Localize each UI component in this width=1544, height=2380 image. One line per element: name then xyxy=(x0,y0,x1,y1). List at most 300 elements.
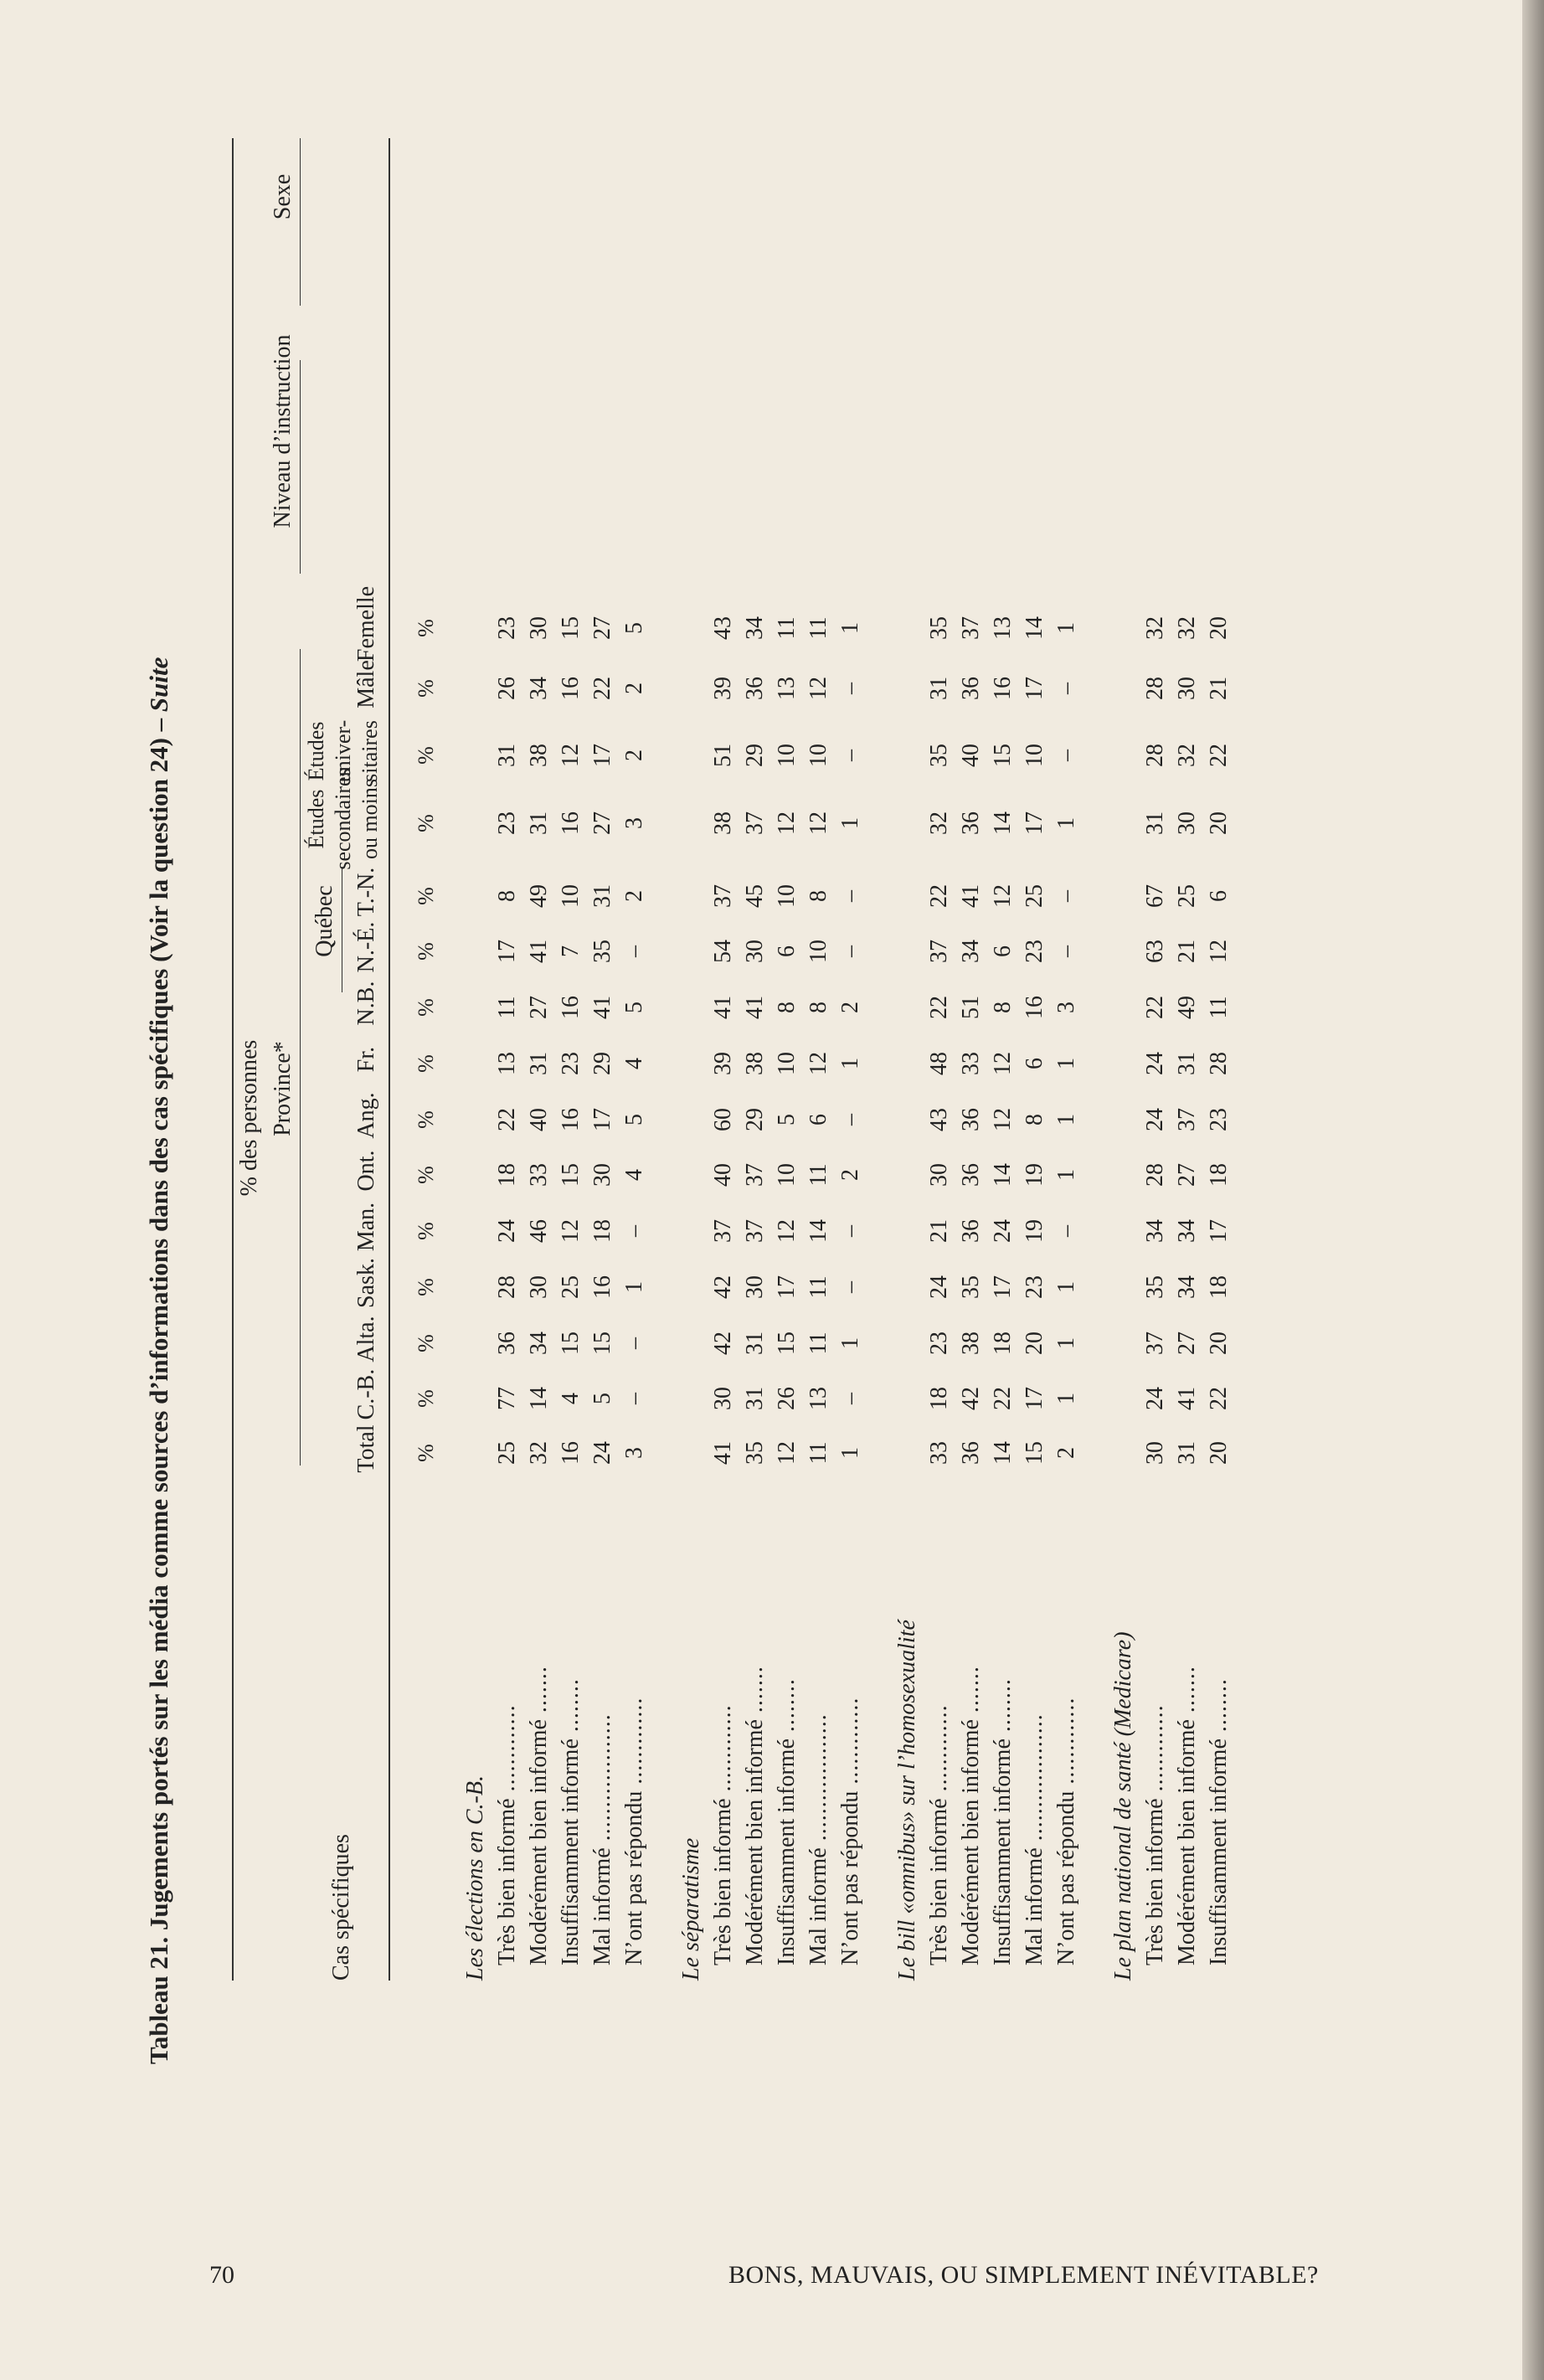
column-header: C.-B. xyxy=(353,1368,379,1420)
table-cell: 33 xyxy=(526,1163,552,1187)
table-cell: 35 xyxy=(1142,1275,1168,1299)
table-cell: 29 xyxy=(589,1052,615,1075)
table-cell: 2 xyxy=(621,683,647,694)
table-cell: 15 xyxy=(589,1332,615,1355)
table-cell: 1 xyxy=(1053,1114,1079,1126)
table-cell: 32 xyxy=(1142,616,1168,640)
column-header: Femelle xyxy=(353,585,379,662)
row-label-text: Mal informé xyxy=(805,1847,831,1965)
table-cell: – xyxy=(621,1393,647,1404)
table-cell: 5 xyxy=(621,622,647,634)
table-cell: 18 xyxy=(926,1387,952,1410)
table-cell: 11 xyxy=(1206,996,1232,1019)
table-cell: 10 xyxy=(805,744,831,767)
table-cell: 2 xyxy=(621,890,647,902)
row-label: N’ont pas répondu ............. xyxy=(621,1697,647,1965)
table-cell: 41 xyxy=(742,996,768,1019)
table-cell: 43 xyxy=(710,616,736,640)
table-cell: 24 xyxy=(1142,1387,1168,1410)
table-cell: 23 xyxy=(926,1332,952,1355)
row-label-text: N’ont pas répondu xyxy=(621,1790,647,1965)
table-cell: – xyxy=(1053,890,1079,902)
table-cell: 36 xyxy=(958,1219,984,1243)
province-rule xyxy=(300,649,301,1466)
table-cell: 12 xyxy=(805,811,831,835)
table-cell: 15 xyxy=(558,616,584,640)
table-cell: 34 xyxy=(742,616,768,640)
table-cell: 23 xyxy=(1206,1108,1232,1131)
table-cell: 4 xyxy=(558,1393,584,1404)
table-cell: 43 xyxy=(926,1108,952,1131)
table-cell: 7 xyxy=(558,945,584,957)
table-cell: 10 xyxy=(805,940,831,963)
page-number: 70 xyxy=(209,2261,234,2289)
table-cell: 10 xyxy=(1022,744,1047,767)
table-cell: 35 xyxy=(926,744,952,767)
header-bottom-rule xyxy=(389,138,390,1981)
table-cell: 38 xyxy=(710,811,736,835)
row-label-text: Modérément bien informé xyxy=(1174,1719,1200,1965)
table-cell: 45 xyxy=(742,884,768,908)
column-header: Ont. xyxy=(353,1150,379,1192)
table-cell: 27 xyxy=(1174,1332,1200,1355)
table-cell: 24 xyxy=(1142,1052,1168,1075)
table-cell: 1 xyxy=(1053,1281,1079,1293)
table-cell: 37 xyxy=(710,1219,736,1243)
table-cell: 11 xyxy=(494,996,520,1019)
table-cell: 30 xyxy=(926,1163,952,1187)
table-cell: 37 xyxy=(926,940,952,963)
column-header: Fr. xyxy=(353,1046,379,1073)
table-cell: 23 xyxy=(558,1052,584,1075)
table-cell: 17 xyxy=(1022,1387,1047,1410)
table-cell: 18 xyxy=(1206,1275,1232,1299)
table-cell: 11 xyxy=(774,616,800,640)
table-cell: 30 xyxy=(526,1275,552,1299)
table-cell: 14 xyxy=(526,1387,552,1410)
table-cell: 31 xyxy=(526,1052,552,1075)
table-cell: 32 xyxy=(526,1441,552,1465)
table-cell: 17 xyxy=(589,744,615,767)
percent-symbol: % xyxy=(414,1278,438,1296)
table-cell: 6 xyxy=(1206,890,1232,902)
percent-symbol: % xyxy=(414,887,438,905)
row-label-text: Insuffisamment informé xyxy=(990,1739,1016,1965)
table-cell: 20 xyxy=(1022,1332,1047,1355)
section-title: Les élections en C.-B. xyxy=(462,1775,488,1981)
table-cell: 41 xyxy=(710,1441,736,1465)
table-cell: 19 xyxy=(1022,1219,1047,1243)
table-cell: 30 xyxy=(526,616,552,640)
table-cell: 20 xyxy=(1206,1441,1232,1465)
row-label: Insuffisamment informé ........ xyxy=(990,1678,1016,1965)
table-cell: 51 xyxy=(958,996,984,1019)
table-cell: 38 xyxy=(742,1052,768,1075)
table-cell: 48 xyxy=(926,1052,952,1075)
table-cell: 54 xyxy=(710,940,736,963)
table-cell: 1 xyxy=(837,622,863,634)
percent-symbol: % xyxy=(414,1054,438,1073)
table-cell: 25 xyxy=(1022,884,1047,908)
table-cell: 36 xyxy=(958,1108,984,1131)
col-group-quebec: Québec xyxy=(311,885,337,957)
table-cell: 22 xyxy=(1206,1387,1232,1410)
table-cell: 27 xyxy=(589,616,615,640)
percent-symbol: % xyxy=(414,814,438,832)
table-cell: 37 xyxy=(1142,1332,1168,1355)
table-cell: 15 xyxy=(1022,1441,1047,1465)
table-cell: 17 xyxy=(1206,1219,1232,1243)
table-cell: 12 xyxy=(990,884,1016,908)
table-cell: 12 xyxy=(558,744,584,767)
table-cell: 37 xyxy=(958,616,984,640)
table-cell: 31 xyxy=(926,677,952,700)
table-cell: 1 xyxy=(1053,1393,1079,1404)
table-cell: 17 xyxy=(990,1275,1016,1299)
table-cell: – xyxy=(837,1225,863,1237)
table-cell: 12 xyxy=(558,1219,584,1243)
table-cell: 30 xyxy=(589,1163,615,1187)
table-cell: 36 xyxy=(494,1332,520,1355)
table-cell: 31 xyxy=(1174,1052,1200,1075)
percent-symbol: % xyxy=(414,619,438,637)
table-cell: 41 xyxy=(958,884,984,908)
table-cell: 18 xyxy=(589,1219,615,1243)
table-cell: 17 xyxy=(589,1108,615,1131)
table-cell: 11 xyxy=(805,616,831,640)
table-cell: 37 xyxy=(1174,1108,1200,1131)
table-cell: 3 xyxy=(621,1447,647,1459)
table-cell: 14 xyxy=(1022,616,1047,640)
table-cell: 16 xyxy=(990,677,1016,700)
row-label-text: Mal informé xyxy=(1022,1847,1047,1965)
table-cell: 16 xyxy=(589,1275,615,1299)
table-cell: – xyxy=(837,890,863,902)
column-header: Études univer-sitaires xyxy=(304,719,382,783)
table-cell: – xyxy=(1053,683,1079,694)
table-cell: 13 xyxy=(990,616,1016,640)
percent-symbol: % xyxy=(414,1166,438,1184)
row-label: Très bien informé ............. xyxy=(494,1704,520,1965)
column-header: Études secondaires ou moins xyxy=(304,768,382,870)
column-header: Alta. xyxy=(353,1316,379,1363)
table-cell: 20 xyxy=(1206,616,1232,640)
percent-symbol: % xyxy=(414,679,438,698)
table-cell: 17 xyxy=(774,1275,800,1299)
table-cell: 42 xyxy=(710,1332,736,1355)
table-cell: 38 xyxy=(958,1332,984,1355)
table-cell: 12 xyxy=(1206,940,1232,963)
table-cell: 35 xyxy=(742,1441,768,1465)
row-label: Mal informé ................... xyxy=(1022,1713,1047,1965)
table-cell: 38 xyxy=(526,744,552,767)
row-label: Très bien informé ............. xyxy=(1142,1704,1168,1965)
table-cell: 23 xyxy=(1022,1275,1047,1299)
table-cell: 63 xyxy=(1142,940,1168,963)
table-cell: 6 xyxy=(990,945,1016,957)
table-cell: 35 xyxy=(589,940,615,963)
table-cell: 16 xyxy=(558,1441,584,1465)
table-cell: 25 xyxy=(494,1441,520,1465)
table-cell: 24 xyxy=(926,1275,952,1299)
table-cell: 21 xyxy=(926,1219,952,1243)
table-cell: 14 xyxy=(805,1219,831,1243)
table-cell: 40 xyxy=(958,744,984,767)
table-cell: 1 xyxy=(837,1058,863,1069)
table-cell: 1 xyxy=(1053,1169,1079,1181)
table-cell: 60 xyxy=(710,1108,736,1131)
table-cell: 22 xyxy=(494,1108,520,1131)
table-cell: 13 xyxy=(805,1387,831,1410)
table-cell: 31 xyxy=(1174,1441,1200,1465)
table-cell: 11 xyxy=(805,1441,831,1465)
table-cell: 32 xyxy=(1174,616,1200,640)
table-cell: 16 xyxy=(558,811,584,835)
row-label-text: Mal informé xyxy=(589,1847,615,1965)
table-cell: 18 xyxy=(1206,1163,1232,1187)
table-cell: 8 xyxy=(990,1002,1016,1013)
table-cell: 5 xyxy=(621,1114,647,1126)
table-cell: 34 xyxy=(526,1332,552,1355)
col-group-niveau: Niveau d’instruction xyxy=(270,334,296,528)
table-cell: 31 xyxy=(526,811,552,835)
table-cell: 16 xyxy=(558,677,584,700)
table-cell: 13 xyxy=(494,1052,520,1075)
table-cell: 17 xyxy=(1022,811,1047,835)
col-group-province: Province* xyxy=(270,1041,296,1136)
table-cell: 32 xyxy=(926,811,952,835)
top-rule xyxy=(232,138,234,1981)
table-cell: 30 xyxy=(1174,811,1200,835)
table-cell: 28 xyxy=(1142,677,1168,700)
table-cell: 10 xyxy=(558,884,584,908)
table-cell: 24 xyxy=(494,1219,520,1243)
percent-symbol: % xyxy=(414,1334,438,1352)
table-cell: – xyxy=(621,945,647,957)
sexe-rule xyxy=(300,138,301,306)
table-cell: 36 xyxy=(958,811,984,835)
row-label-text: Insuffisamment informé xyxy=(774,1739,800,1965)
column-header: N.B. xyxy=(353,981,379,1026)
running-title: BONS, MAUVAIS, OU SIMPLEMENT INÉVITABLE? xyxy=(728,2261,1319,2289)
percent-symbol: % xyxy=(414,942,438,961)
section-title: Le plan national de santé (Medicare) xyxy=(1110,1631,1136,1981)
row-label-text: Modérément bien informé xyxy=(526,1719,552,1965)
table-cell: 12 xyxy=(805,1052,831,1075)
table-cell: 22 xyxy=(589,677,615,700)
table-title-text: Tableau 21. Jugements portés sur les média comme sources d’informations dans des cas spécifiques (Voir la question 24) – xyxy=(144,712,173,2064)
table-cell: 42 xyxy=(710,1275,736,1299)
table-cell: 11 xyxy=(805,1332,831,1355)
table-cell: 24 xyxy=(589,1441,615,1465)
row-label: Modérément bien informé ....... xyxy=(526,1666,552,1965)
table-cell: 15 xyxy=(990,744,1016,767)
table-cell: 5 xyxy=(621,1002,647,1013)
table-cell: 41 xyxy=(589,996,615,1019)
column-header: Man. xyxy=(353,1202,379,1252)
row-label: Très bien informé ............. xyxy=(710,1704,736,1965)
table-cell: 1 xyxy=(837,1447,863,1459)
table-cell: 1 xyxy=(621,1281,647,1293)
table-cell: 16 xyxy=(558,1108,584,1131)
table-cell: 6 xyxy=(774,945,800,957)
table-cell: 31 xyxy=(1142,811,1168,835)
table-cell: 41 xyxy=(526,940,552,963)
percent-symbol: % xyxy=(414,1110,438,1129)
table-cell: 17 xyxy=(494,940,520,963)
table-cell: 8 xyxy=(494,890,520,902)
row-label-text: Très bien informé xyxy=(926,1798,952,1965)
table-cell: 36 xyxy=(742,677,768,700)
table-cell: 22 xyxy=(990,1387,1016,1410)
table-cell: 37 xyxy=(742,811,768,835)
col-group-sexe: Sexe xyxy=(270,173,296,220)
row-label-text: Très bien informé xyxy=(1142,1798,1168,1965)
table-cell: 8 xyxy=(805,890,831,902)
row-label-text: Très bien informé xyxy=(710,1798,736,1965)
col-group-pct: % des personnes xyxy=(236,1039,262,1197)
table-cell: 35 xyxy=(958,1275,984,1299)
percent-symbol: % xyxy=(414,746,438,765)
table-cell: 34 xyxy=(1142,1219,1168,1243)
table-cell: 30 xyxy=(742,1275,768,1299)
row-label-text: Modérément bien informé xyxy=(742,1719,768,1965)
table-cell: 2 xyxy=(837,1169,863,1181)
table-cell: 1 xyxy=(1053,817,1079,829)
row-label: Très bien informé ............. xyxy=(926,1704,952,1965)
table-cell: 25 xyxy=(1174,884,1200,908)
percent-symbol: % xyxy=(414,1222,438,1240)
table-cell: 37 xyxy=(742,1219,768,1243)
table-cell: 67 xyxy=(1142,884,1168,908)
page-edge-shadow xyxy=(1522,0,1544,2380)
table-cell: – xyxy=(1053,750,1079,761)
table-cell: 3 xyxy=(1053,1002,1079,1013)
table-cell: 4 xyxy=(621,1058,647,1069)
table-cell: 6 xyxy=(805,1114,831,1126)
table-cell: 12 xyxy=(990,1108,1016,1131)
table-cell: 4 xyxy=(621,1169,647,1181)
table-cell: 28 xyxy=(1142,1163,1168,1187)
table-cell: 40 xyxy=(526,1108,552,1131)
table-cell: 2 xyxy=(621,750,647,761)
table-cell: 15 xyxy=(558,1163,584,1187)
table-cell: 20 xyxy=(1206,811,1232,835)
section-title: Le bill «omnibus» sur l’homosexualité xyxy=(894,1620,920,1981)
table-cell: 25 xyxy=(558,1275,584,1299)
column-header: Mâle xyxy=(353,660,379,708)
row-label: Insuffisamment informé ........ xyxy=(774,1678,800,1965)
table-cell: 49 xyxy=(526,884,552,908)
table-cell: – xyxy=(837,1114,863,1126)
table-cell: 49 xyxy=(1174,996,1200,1019)
table-cell: 12 xyxy=(774,1219,800,1243)
row-label: Insuffisamment informé ........ xyxy=(1206,1678,1232,1965)
table-cell: 11 xyxy=(805,1163,831,1187)
table-cell: 36 xyxy=(958,677,984,700)
page-footer xyxy=(0,2261,1544,2295)
table-cell: 14 xyxy=(990,1163,1016,1187)
percent-symbol: % xyxy=(414,998,438,1017)
row-label: Mal informé ................... xyxy=(805,1713,831,1965)
table-cell: 15 xyxy=(774,1332,800,1355)
table-cell: 2 xyxy=(1053,1447,1079,1459)
table-cell: 30 xyxy=(742,940,768,963)
column-header: Sask. xyxy=(353,1258,379,1308)
table-cell: 1 xyxy=(1053,1337,1079,1349)
table-cell: 39 xyxy=(710,1052,736,1075)
table-cell: 28 xyxy=(1142,744,1168,767)
row-label-text: Modérément bien informé xyxy=(958,1719,984,1965)
table-cell: – xyxy=(837,1281,863,1293)
row-label-text: Très bien informé xyxy=(494,1798,520,1965)
table-cell: 23 xyxy=(494,811,520,835)
table-cell: 41 xyxy=(1174,1387,1200,1410)
table-cell: 41 xyxy=(710,996,736,1019)
table-cell: – xyxy=(837,683,863,694)
row-label: Mal informé ................... xyxy=(589,1713,615,1965)
table-cell: 23 xyxy=(494,616,520,640)
row-label: Insuffisamment informé ........ xyxy=(558,1678,584,1965)
table-cell: 27 xyxy=(589,811,615,835)
table-cell: 29 xyxy=(742,1108,768,1131)
column-header: N.-É. xyxy=(353,921,379,973)
table-cell: 16 xyxy=(558,996,584,1019)
table-cell: 37 xyxy=(710,884,736,908)
table-cell: 1 xyxy=(1053,622,1079,634)
table-cell: 20 xyxy=(1206,1332,1232,1355)
table-cell: 21 xyxy=(1174,940,1200,963)
row-label-text: N’ont pas répondu xyxy=(837,1790,863,1965)
table-cell: 18 xyxy=(990,1332,1016,1355)
table-cell: 77 xyxy=(494,1387,520,1410)
row-label: Modérément bien informé ....... xyxy=(958,1666,984,1965)
table-cell: 32 xyxy=(1174,744,1200,767)
table-cell: 22 xyxy=(1206,744,1232,767)
table-cell: 28 xyxy=(1206,1052,1232,1075)
table-title-suite: Suite xyxy=(144,657,173,713)
table-cell: 1 xyxy=(837,1337,863,1349)
table-cell: 6 xyxy=(1022,1058,1047,1069)
table-cell: 24 xyxy=(990,1219,1016,1243)
table-cell: 8 xyxy=(1022,1114,1047,1126)
table-cell: – xyxy=(621,1337,647,1349)
table-cell: 10 xyxy=(774,1163,800,1187)
table-cell: 34 xyxy=(1174,1275,1200,1299)
table-cell: 31 xyxy=(742,1387,768,1410)
table-cell: – xyxy=(837,1393,863,1404)
column-header: Ang. xyxy=(353,1092,379,1139)
table-cell: – xyxy=(1053,945,1079,957)
column-header: Total xyxy=(353,1424,379,1473)
table-cell: 8 xyxy=(805,1002,831,1013)
table-cell: 14 xyxy=(990,1441,1016,1465)
table-cell: 12 xyxy=(805,677,831,700)
table-cell: 17 xyxy=(1022,677,1047,700)
table-cell: 34 xyxy=(1174,1219,1200,1243)
table-cell: 37 xyxy=(742,1163,768,1187)
row-label: Modérément bien informé ....... xyxy=(1174,1666,1200,1965)
table-cell: 28 xyxy=(494,1275,520,1299)
column-header: T.-N. xyxy=(353,867,379,917)
table-cell: 10 xyxy=(774,884,800,908)
table-cell: 16 xyxy=(1022,996,1047,1019)
table-cell: 30 xyxy=(710,1387,736,1410)
table-cell: 31 xyxy=(589,884,615,908)
table-cell: 15 xyxy=(558,1332,584,1355)
row-label-text: N’ont pas répondu xyxy=(1053,1790,1079,1965)
table-cell: 10 xyxy=(774,744,800,767)
